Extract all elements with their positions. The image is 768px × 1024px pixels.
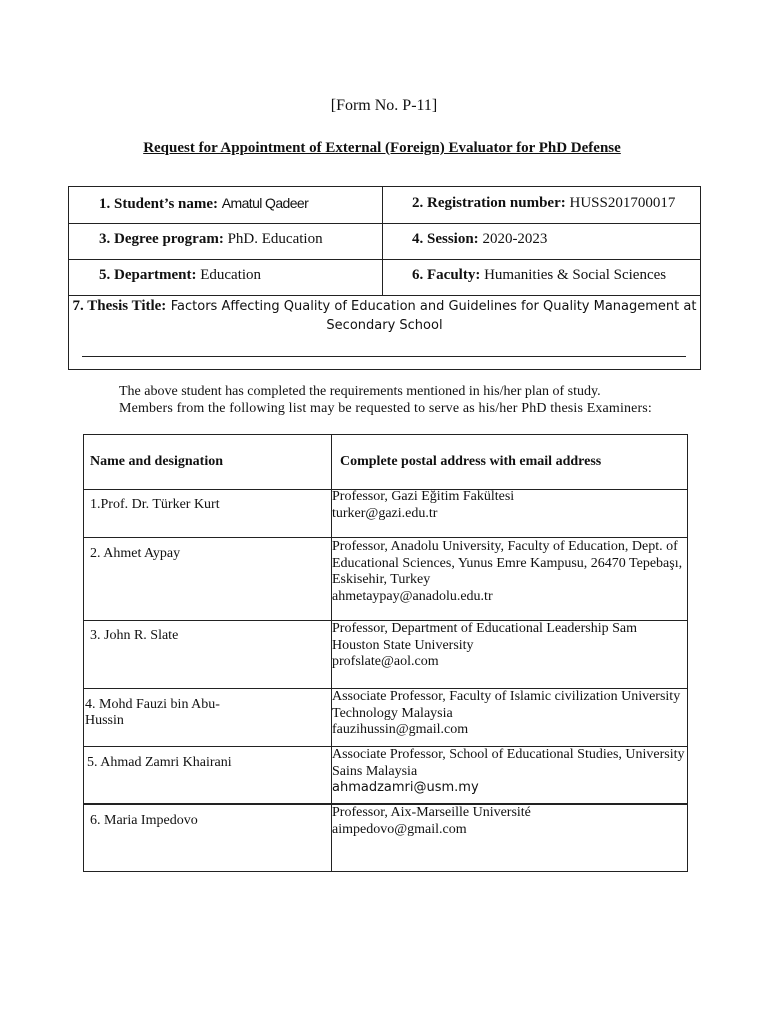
examiner-address	[332, 747, 687, 797]
info-row-2	[69, 223, 700, 260]
address-line: Professor, Aix-Marseille Université	[332, 805, 531, 820]
address-line: Professor, Department of Educational Leadership Sam	[332, 621, 638, 636]
examiner-address	[332, 489, 687, 522]
thesis-title-label: 7. Thesis Title:	[72, 298, 167, 314]
examiner-name-line: 5. Ahmad Zamri Khairani	[87, 755, 232, 770]
email-line: aimpedovo@gmail.com	[332, 821, 467, 837]
paragraph-line-1: The above student has completed the requirements mentioned in his/her plan of study.	[119, 384, 601, 399]
examiner-name	[90, 497, 220, 513]
address-line: Houston State University	[332, 637, 474, 653]
student-name-label: 1. Student’s name:	[99, 196, 219, 212]
examiner-name-line: 2. Ahmet Aypay	[90, 546, 181, 561]
degree-label: 3. Degree program:	[99, 231, 224, 247]
registration-cell	[412, 195, 675, 212]
email-line: ahmetaypay@anadolu.edu.tr	[332, 588, 493, 604]
examiner-address	[332, 539, 687, 605]
info-row-3	[69, 259, 700, 296]
address-line: Associate Professor, Faculty of Islamic civilization University	[332, 689, 681, 704]
info-column-divider	[382, 187, 383, 295]
form-number: [Form No. P-11]	[330, 97, 438, 114]
thesis-title-line-1: Factors Affecting Quality of Education and Guidelines for Quality Management at	[170, 299, 697, 314]
examiner-name	[85, 697, 220, 729]
examiner-address	[332, 805, 687, 838]
faculty-cell	[412, 267, 666, 284]
document-title: Request for Appointment of External (Foreign) Evaluator for PhD Defense	[143, 140, 621, 156]
registration-label: 2. Registration number:	[412, 195, 566, 211]
examiner-address	[332, 621, 687, 671]
degree-cell	[99, 231, 323, 248]
degree-value: PhD. Education	[227, 231, 323, 247]
thesis-underline	[82, 356, 686, 357]
examiner-name	[90, 628, 178, 644]
faculty-value: Humanities & Social Sciences	[484, 267, 667, 283]
examiner-name-line: 3. John R. Slate	[90, 628, 179, 643]
student-name-value: Amatul Qadeer	[221, 195, 309, 211]
address-line: Educational Sciences, Yunus Emre Kampusu, 26470 Tepebaşı,	[332, 555, 683, 571]
session-value: 2020-2023	[482, 231, 548, 247]
paragraph-line-2: Members from the following list may be requested to serve as his/her PhD thesis Examiners:	[119, 401, 652, 416]
session-label: 4. Session:	[412, 231, 479, 247]
student-info-table	[68, 186, 701, 370]
address-line: Professor, Anadolu University, Faculty of Education, Dept. of	[332, 539, 678, 554]
thesis-title-cell	[69, 297, 700, 335]
header-postal-address: Complete postal address with email address	[340, 454, 602, 469]
email-line: profslate@aol.com	[332, 654, 439, 669]
session-cell	[412, 231, 547, 248]
student-name-cell	[99, 195, 308, 213]
examiner-name	[87, 755, 232, 771]
examiners-table	[83, 434, 688, 872]
email-line: fauzihussin@gmail.com	[332, 722, 469, 737]
info-row-1	[69, 187, 700, 224]
header-name-designation: Name and designation	[90, 454, 224, 469]
address-line: Associate Professor, School of Educational Studies, University	[332, 747, 685, 762]
faculty-label: 6. Faculty:	[412, 267, 481, 283]
email-line: ahmadzamri@usm.my	[332, 780, 479, 795]
examiner-name	[90, 546, 180, 562]
address-line: Professor, Gazi Eğitim Fakültesi	[332, 489, 515, 504]
address-line: Technology Malaysia	[332, 705, 453, 721]
thesis-title-line-2: Secondary School	[326, 318, 443, 333]
address-line: Eskisehir, Turkey	[332, 572, 431, 587]
row-divider	[84, 537, 687, 538]
email-line: turker@gazi.edu.tr	[332, 505, 438, 521]
department-cell	[99, 267, 261, 284]
examiner-name-line: 4. Mohd Fauzi bin Abu-	[85, 697, 220, 712]
registration-value: HUSS201700017	[569, 195, 676, 211]
examiner-name-line: 6. Maria Impedovo	[90, 813, 198, 828]
examiner-address	[332, 689, 687, 739]
department-value: Education	[200, 267, 262, 283]
examiner-name-line: 1.Prof. Dr. Türker Kurt	[90, 497, 220, 512]
address-line: Sains Malaysia	[332, 763, 418, 779]
examiner-name	[90, 813, 198, 829]
examiner-name-line: Hussin	[85, 713, 124, 728]
department-label: 5. Department:	[99, 267, 197, 283]
